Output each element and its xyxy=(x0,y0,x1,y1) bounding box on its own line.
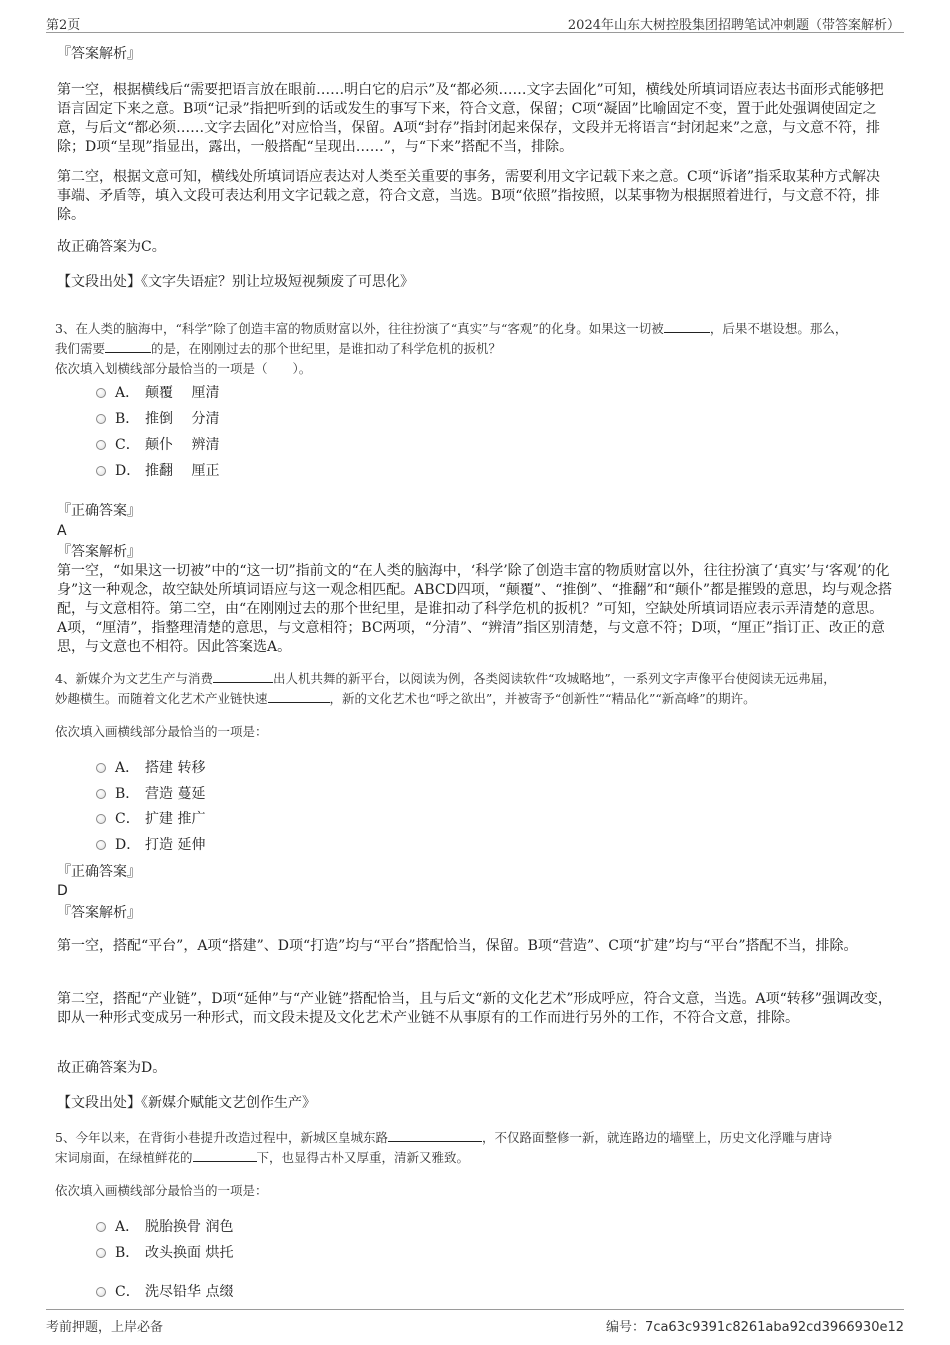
analysis-paragraph: 第一空，“如果这一切被”中的“这一切”指前文的“在人类的脑海中，‘科学’除了创造丰富的物质财富以外，往往扮演了‘真实’与‘客观’的化身”这一种观念，故空缺处所填词语应与这一观念相匹配。ABCD四项，“颠覆”、“推倒”、“推翻”和“颠仆”都是摧毁的意思，均与观念搭配，与文意相符。第二空，由“在刚刚过去的那个世纪里，是谁扣动了科学危机的扳机？”可知，空缺处所填词语应表示弄清楚的意思。A项，“厘清”，指整理清楚的意思，与文意相符；BC两项，“分清”、“辨清”指区别清楚，与文意不符；D项，“厘正”指订正、改正的意思，与文意也不相符。因此答案选A。 xyxy=(57,563,893,655)
question-prompt: 依次填入画横线部分最恰当的一项是： xyxy=(55,1183,268,1198)
option-c[interactable]: C． 洗尽铅华 点缀 xyxy=(96,1282,233,1302)
option-a[interactable]: A． 搭建 转移 xyxy=(96,758,205,778)
question-5-stem: 5、今年以来，在背街小巷提升改造过程中，新城区皇城东路 ，不仅路面整修一新，就连路边的墙壁上，历史文化浮雕与唐诗 宋词扇面，在绿植鲜花的 下，也显得古朴又厚重，清新又雅致。 xyxy=(55,1130,832,1165)
question-prompt: 依次填入画横线部分最恰当的一项是： xyxy=(55,724,268,739)
question-prompt: 依次填入划横线部分最恰当的一项是（ ）。 xyxy=(55,361,312,376)
analysis-paragraph: 第一空，根据横线后“需要把语言放在眼前……明白它的启示”及“都必须……文字去固化”可知，横线处所填词语应表达书面形式能够把语言固定下来之意。B项“记录”指把听到的话或发生的事写下来，符合文意，保留；C项“凝固”比喻固定不变，置于此处强调使固定之意，与后文“都必须……文字去固化”对应恰当，保留。A项“封存”指封闭起来保存，文段并无将语言“封闭起来”之意，与文意不符，排除；D项“呈现”指显出，露出，一般搭配“呈现出……”，与“下来”搭配不当，排除。 xyxy=(57,82,884,155)
analysis-paragraph: 第二空，搭配“产业链”，D项“延伸”与“产业链”搭配恰当，且与后文“新的文化艺术”形成呼应，符合文意，当选。A项“转移”强调改变，即从一种形式变成另一种形式，而文段未提及文化艺术产业链不从事原有的工作而进行另外的工作，不符合文意，排除。 xyxy=(57,991,892,1026)
radio-icon[interactable] xyxy=(96,388,106,398)
blank-line xyxy=(213,670,273,683)
source-citation: 【文段出处】《新媒介赋能文艺创作生产》 xyxy=(57,1095,316,1111)
radio-icon[interactable] xyxy=(96,414,106,424)
conclusion: 故正确答案为D。 xyxy=(57,1060,167,1076)
blank-line xyxy=(105,340,151,353)
analysis-title: 『答案解析』 xyxy=(57,46,141,62)
page-header xyxy=(46,10,904,33)
analysis-paragraph: 第一空，搭配“平台”，A项“搭建”、D项“打造”均与“平台”搭配恰当，保留。B项“营造”、C项“扩建”均与“平台”搭配不当，排除。 xyxy=(57,938,858,954)
radio-icon[interactable] xyxy=(96,814,106,824)
correct-answer: A xyxy=(57,523,67,539)
analysis-title: 『答案解析』 xyxy=(57,544,141,560)
option-b[interactable]: B． 改头换面 烘托 xyxy=(96,1243,233,1263)
blank-line xyxy=(268,690,330,703)
source-citation: 【文段出处】《文字失语症？别让垃圾短视频废了可思化》 xyxy=(57,274,414,290)
blank-line xyxy=(193,1149,257,1162)
radio-icon[interactable] xyxy=(96,840,106,850)
question-3-stem: 3、在人类的脑海中，“科学”除了创造丰富的物质财富以外，往往扮演了“真实”与“客观”的化身。如果这一切被 ，后果不堪设想。那么， 我们需要 的是，在刚刚过去的那个世纪里，是谁扣动了科学危机的扳机？ 依次填入划横线部分最恰当的一项是（ ）。 xyxy=(55,319,895,379)
document-code: 编号：7ca63c9391c8261aba92cd3966930e12 xyxy=(606,1320,904,1335)
document-title: 2024年山东大树控股集团招聘笔试冲刺题（带答案解析） xyxy=(567,18,900,33)
page-number: 第2页 xyxy=(46,18,81,33)
radio-icon[interactable] xyxy=(96,440,106,450)
page-footer xyxy=(46,1309,904,1334)
conclusion: 故正确答案为C。 xyxy=(57,239,166,255)
option-d[interactable]: D． 推翻 厘正 xyxy=(96,461,219,481)
footer-slogan: 考前押题，上岸必备 xyxy=(46,1320,164,1335)
option-b[interactable]: B． 推倒 分清 xyxy=(96,409,219,429)
radio-icon[interactable] xyxy=(96,789,106,799)
option-d[interactable]: D． 打造 延伸 xyxy=(96,835,205,855)
answer-title: 『正确答案』 xyxy=(57,503,141,519)
option-c[interactable]: C． 颠仆 辨清 xyxy=(96,435,219,455)
radio-icon[interactable] xyxy=(96,1287,106,1297)
option-c[interactable]: C． 扩建 推广 xyxy=(96,809,205,829)
radio-icon[interactable] xyxy=(96,763,106,773)
correct-answer: D xyxy=(57,883,68,899)
analysis-title: 『答案解析』 xyxy=(57,905,141,921)
option-a[interactable]: A． 脱胎换骨 润色 xyxy=(96,1217,233,1237)
radio-icon[interactable] xyxy=(96,1248,106,1258)
radio-icon[interactable] xyxy=(96,466,106,476)
blank-line xyxy=(664,320,710,333)
question-4-stem: 4、新媒介为文艺生产与消费 出人机共舞的新平台，以阅读为例，各类阅读软件“攻城略地”，一系列文字声像平台使阅读无远弗届， 妙趣横生。而随着文化艺术产业链快速 ，新的文化艺术也“呼之欲出”，并被寄予“创新性”“精品化”“新高峰”的期许。 xyxy=(55,671,836,706)
blank-line xyxy=(388,1129,482,1142)
radio-icon[interactable] xyxy=(96,1222,106,1232)
answer-title: 『正确答案』 xyxy=(57,864,141,880)
analysis-paragraph: 第二空，根据文意可知，横线处所填词语应表达对人类至关重要的事务，需要利用文字记载下来之意。C项“诉诸”指采取某种方式解决事端、矛盾等，填入文段可表达利用文字记载之意，符合文意，当选。B项“依照”指按照，以某事物为根据照着进行，与文意不符，排除。 xyxy=(57,169,881,223)
option-a[interactable]: A． 颠覆 厘清 xyxy=(96,383,219,403)
option-b[interactable]: B． 营造 蔓延 xyxy=(96,784,205,804)
